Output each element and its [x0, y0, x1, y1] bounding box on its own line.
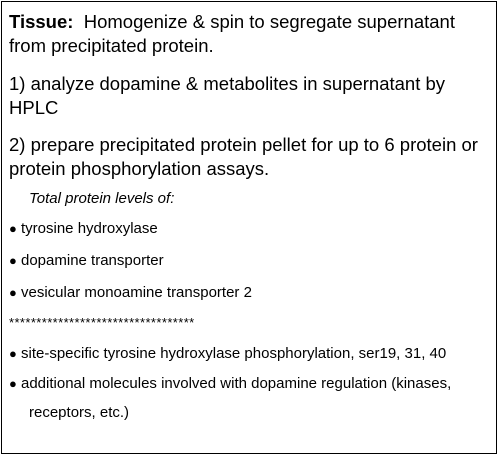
bullet-icon: ● [9, 221, 17, 236]
bullet-icon: ● [9, 253, 17, 268]
list-item-label: site-specific tyrosine hydroxylase phosphorylation, ser19, 31, 40 [21, 345, 447, 362]
text-box-frame [1, 1, 497, 454]
step-1: 1) analyze dopamine & metabolites in supernatant by HPLC [9, 73, 446, 118]
tissue-paragraph [9, 10, 489, 58]
tissue-text: Homogenize & spin to segregate supernatant from precipitated protein. [9, 11, 455, 56]
list-item [9, 220, 158, 238]
list-item-label: tyrosine hydroxylase [21, 220, 158, 237]
bullet-icon: ● [9, 285, 17, 300]
list-item-continuation: receptors, etc.) [29, 404, 130, 421]
tissue-label: Tissue: [9, 11, 74, 32]
list-item [9, 345, 446, 363]
list-item [9, 284, 252, 302]
bullet-icon: ● [9, 346, 17, 361]
asterisk-separator: ********************************** [9, 315, 195, 330]
list-item [9, 375, 451, 393]
list-item-label: dopamine transporter [21, 252, 164, 269]
step-2: 2) prepare precipitated protein pellet for up to 6 protein or protein phosphorylation assays. [9, 134, 478, 179]
list-item-label: additional molecules involved with dopamine regulation (kinases, [21, 375, 452, 392]
total-protein-heading: Total protein levels of: [29, 190, 175, 207]
bullet-icon: ● [9, 376, 17, 391]
list-item-label: vesicular monoamine transporter 2 [21, 284, 252, 301]
list-item [9, 252, 164, 270]
